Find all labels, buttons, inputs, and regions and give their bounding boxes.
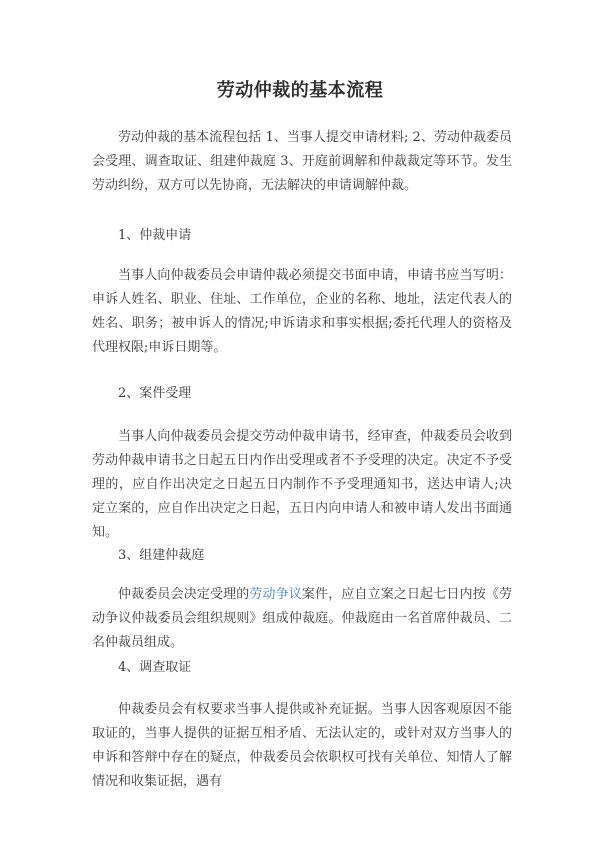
- section-body-4: 仲裁委员会有权要求当事人提供或补充证据。当事人因客观原因不能取证的，当事人提供的证据互相矛盾、无法认定的，或针对双方当事人的申诉和答辩中存在的疑点，仲裁委员会依职权可找有关单位、知情人了解情况和收集证据，遇有: [92, 702, 512, 789]
- section-heading-4: 4、调查取证: [118, 660, 192, 675]
- section-body-1: 当事人向仲裁委员会申请仲裁必须提交书面申请，申请书应当写明：申诉人姓名、职业、住址、工作单位，企业的名称、地址，法定代表人的姓名、职务；被申诉人的情况;申诉请求和事实根据;委托代理人的资格及代理权限;申诉日期等。: [92, 268, 512, 355]
- section-heading-2: 2、案件受理: [118, 386, 192, 401]
- section-body-3-text-b: 案件，应自立案之日起七日内按《劳动争议仲裁委员会组织规则》组成仲裁庭。仲裁庭由一名首席仲裁员、二名仲裁员组成。: [92, 587, 512, 650]
- section-heading-1: 1、仲裁申请: [118, 228, 192, 243]
- section-heading-3: 3、组建仲裁庭: [118, 548, 205, 563]
- labor-dispute-link[interactable]: 劳动争议: [249, 587, 302, 602]
- section-body-3: [92, 583, 512, 655]
- section-body-3-text-a: 仲裁委员会决定受理的: [118, 587, 250, 602]
- section-body-2: 当事人向仲裁委员会提交劳动仲裁申请书，经审查，仲裁委员会收到劳动仲裁申请书之日起五日内作出受理或者不予受理的决定。决定不予受理的，应自作出决定之日起五日内制作不予受理通知书，送达申请人;决定立案的，应自作出决定之日起，五日内向申请人和被申请人发出书面通知。: [92, 429, 512, 540]
- intro-paragraph: 劳动仲裁的基本流程包括 1、当事人提交申请材料; 2、劳动仲裁委员会受理、调查取证、组建仲裁庭 3、开庭前调解和仲裁裁定等环节。发生劳动纠纷，双方可以先协商，无法解决的申请调解仲裁。: [92, 130, 512, 193]
- document-title: 劳动仲裁的基本流程: [216, 80, 384, 101]
